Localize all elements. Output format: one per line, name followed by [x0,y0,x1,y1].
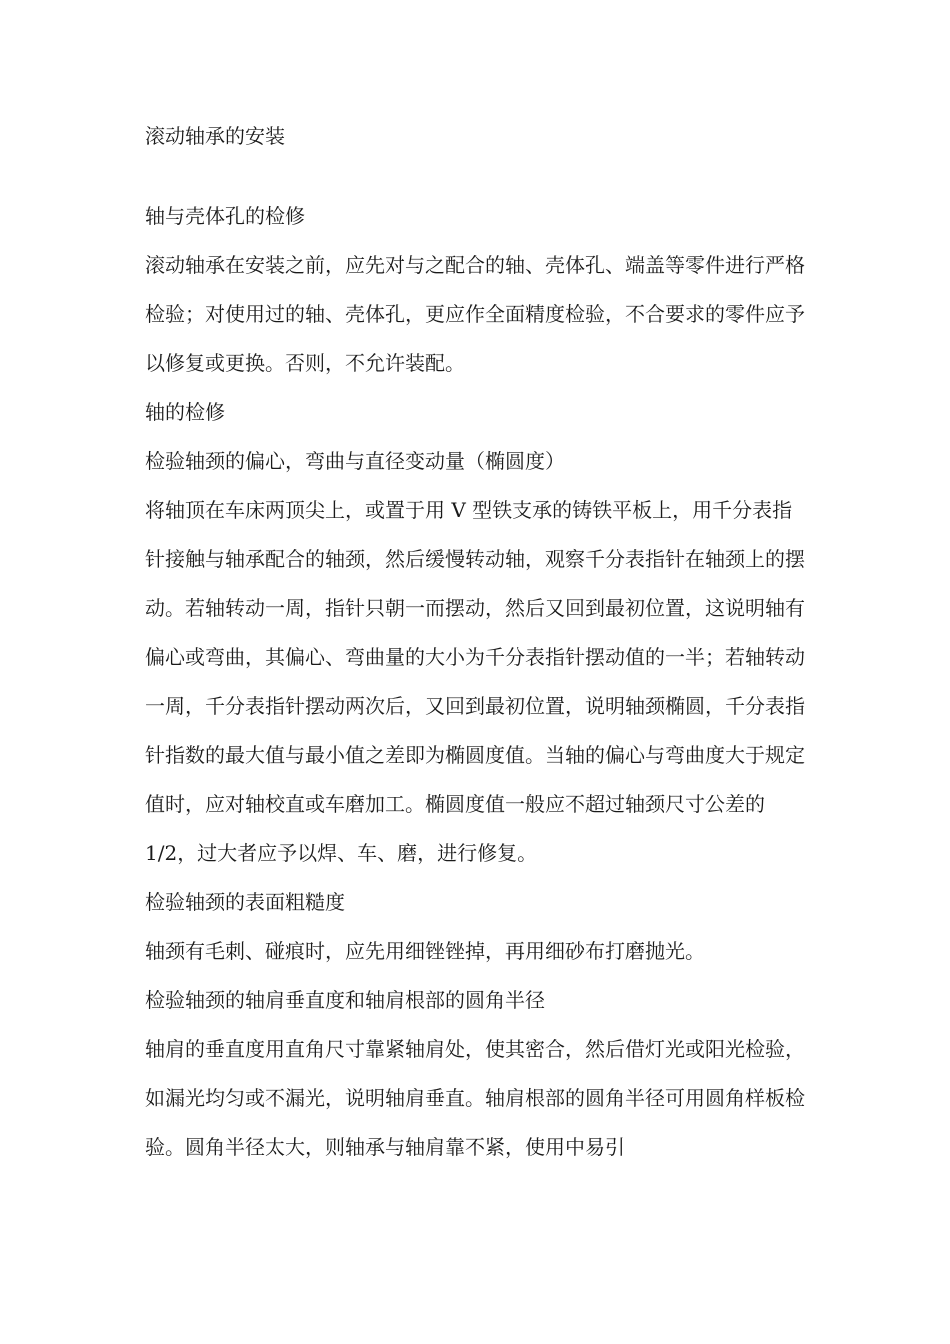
document-body [145,192,810,1172]
section-heading: 轴与壳体孔的检修 [145,204,305,228]
body-paragraph: 轴肩的垂直度用直角尺寸靠紧轴肩处，使其密合，然后借灯光或阳光检验，如漏光均匀或不漏光，说明轴肩垂直。轴肩根部的圆角半径可用圆角样板检验。圆角半径太大，则轴承与轴肩靠不紧，使用中易引 [145,1037,805,1159]
body-paragraph: 将轴顶在车床两顶尖上，或置于用 V 型铁支承的铸铁平板上，用千分表指针接触与轴承配合的轴颈，然后缓慢转动轴，观察千分表指针在轴颈上的摆动。若轴转动一周，指针只朝一而摆动，然后又回到最初位置，这说明轴有偏心或弯曲，其偏心、弯曲量的大小为千分表指针摆动值的一半；若轴转动一周，千分表指针摆动两次后，又回到最初位置，说明轴颈椭圆，千分表指针指数的最大值与最小值之差即为椭圆度值。当轴的偏心与弯曲度大于规定值时，应对轴校直或车磨加工。椭圆度值一般应不超过轴颈尺寸公差的 1/2，过大者应予以焊、车、磨，进行修复。 [145,498,805,865]
body-paragraph: 滚动轴承在安装之前，应先对与之配合的轴、壳体孔、端盖等零件进行严格检验；对使用过的轴、壳体孔，更应作全面精度检验，不合要求的零件应予以修复或更换。否则，不允许装配。 [145,253,805,375]
document-title: 滚动轴承的安装 [145,124,285,148]
section-heading: 检验轴颈的轴肩垂直度和轴肩根部的圆角半径 [145,988,545,1012]
body-paragraph: 轴颈有毛刺、碰痕时，应先用细锉锉掉，再用细砂布打磨抛光。 [145,939,705,963]
section-heading: 检验轴颈的偏心，弯曲与直径变动量（椭圆度） [145,449,565,473]
section-heading: 检验轴颈的表面粗糙度 [145,890,345,914]
section-heading: 轴的检修 [145,400,225,424]
